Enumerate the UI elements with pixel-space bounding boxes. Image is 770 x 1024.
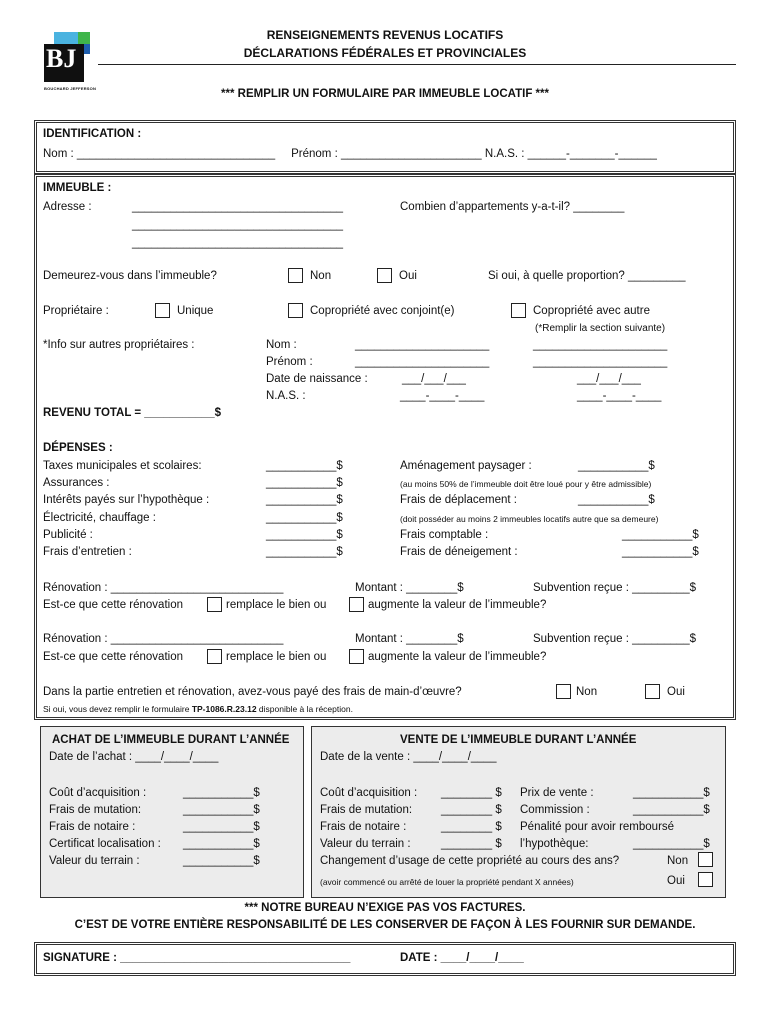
renovation-2-line[interactable]: Rénovation : ___________________________ [43,633,284,645]
notice-responsabilite: C’EST DE VOTRE ENTIÈRE RESPONSABILITÉ DE LES CONSERVER DE FAÇON À LES FOURNIR SUR DEMANDE. [74,919,696,931]
demeurez-non-label: Non [310,270,332,282]
vente-commission-label: Commission : [520,804,590,816]
changement-non-label: Non [667,855,689,867]
achat-mutation-label: Frais de mutation: [49,804,142,816]
achat-mutation-amount[interactable]: ___________$ [183,804,260,816]
amenagement-amount[interactable]: ___________$ [578,460,655,472]
info-autres-label: *Info sur autres propriétaires : [43,339,195,351]
autre-nom-label: Nom : [266,339,297,351]
autre2-prenom-line[interactable]: _____________________ [533,356,668,368]
demeurez-oui-checkbox[interactable] [377,268,392,283]
renovation-1-montant[interactable]: Montant : ________$ [355,582,464,594]
main-oeuvre-oui-label: Oui [667,686,685,698]
copro-autre-checkbox[interactable] [511,303,526,318]
achat-certificat-amount[interactable]: ___________$ [183,838,260,850]
form-title: RENSEIGNEMENTS REVENUS LOCATIFS [266,28,504,42]
deplacement-amount[interactable]: ___________$ [578,494,655,506]
formulaire-note-post: disponible à la réception. [256,704,353,714]
achat-terrain-amount[interactable]: ___________$ [183,855,260,867]
formulaire-code: TP-1086.R.23.12 [191,704,257,714]
dep-publicite-label: Publicité : [43,529,93,541]
achat-date[interactable]: Date de l’achat : ____/____/____ [49,751,219,763]
renovation-2-remplace-checkbox[interactable] [207,649,222,664]
formulaire-note [43,704,353,714]
dep-assurances-amount[interactable]: ___________$ [266,477,343,489]
vente-hypotheque-amount[interactable]: ___________$ [633,838,710,850]
signature-line[interactable]: SIGNATURE : ____________________________________ [43,952,351,964]
autre2-nas-line[interactable]: ____-____-____ [577,390,662,402]
changement-note: (avoir commencé ou arrêté de louer la propriété pendant X années) [320,877,574,887]
renovation-1-augmente-checkbox[interactable] [349,597,364,612]
amenagement-note: (au moins 50% de l’immeuble doit être loué pour y être admissible) [400,479,652,489]
achat-notaire-amount[interactable]: ___________$ [183,821,260,833]
achat-title: ACHAT DE L’IMMEUBLE DURANT L’ANNÉE [52,734,290,746]
demeurez-oui-label: Oui [399,270,417,282]
main-oeuvre-question: Dans la partie entretien et rénovation, avez-vous payé des frais de main-d’œuvre? [43,686,462,698]
autre1-date-line[interactable]: ___/___/___ [402,373,466,385]
form-subtitle: DÉCLARATIONS FÉDÉRALES ET PROVINCIALES [243,46,527,60]
dep-taxes-label: Taxes municipales et scolaires: [43,460,202,472]
renovation-2-augmente-checkbox[interactable] [349,649,364,664]
signature-date[interactable]: DATE : ____/____/____ [400,952,524,964]
unique-label: Unique [177,305,214,317]
appartements-question[interactable]: Combien d’appartements y-a-t-il? ________ [400,201,625,213]
changement-oui-label: Oui [667,875,685,887]
vente-notaire-label: Frais de notaire : [320,821,407,833]
depenses-title: DÉPENSES : [43,442,113,454]
vente-mutation-label: Frais de mutation: [320,804,413,816]
vente-terrain-amount[interactable]: ________ $ [441,838,502,850]
renovation-1-augmente-label: augmente la valeur de l’immeuble? [368,599,547,611]
comptable-label: Frais comptable : [400,529,489,541]
vente-prix-label: Prix de vente : [520,787,594,799]
dep-electricite-label: Électricité, chauffage : [43,512,156,524]
autre1-nom-line[interactable]: _____________________ [355,339,490,351]
vente-terrain-label: Valeur du terrain : [320,838,411,850]
deneigement-label: Frais de déneigement : [400,546,518,558]
adresse-line-3[interactable]: _________________________________ [132,237,344,249]
header-rule [98,64,736,65]
vente-penalite-label: Pénalité pour avoir remboursé [520,821,675,833]
main-oeuvre-non-checkbox[interactable] [556,684,571,699]
deplacement-note: (doit posséder au moins 2 immeubles locatifs autre que sa demeure) [400,514,659,524]
achat-cout-amount[interactable]: ___________$ [183,787,260,799]
vente-hypotheque-label: l’hypothèque: [520,838,589,850]
vente-cout-label: Coût d’acquisition : [320,787,418,799]
revenu-total[interactable]: REVENU TOTAL = ___________$ [43,407,222,419]
dep-taxes-amount[interactable]: ___________$ [266,460,343,472]
achat-certificat-label: Certificat localisation : [49,838,161,850]
dep-assurances-label: Assurances : [43,477,110,489]
demeurez-non-checkbox[interactable] [288,268,303,283]
vente-mutation-amount[interactable]: ________ $ [441,804,502,816]
demeurez-question: Demeurez-vous dans l’immeuble? [43,270,217,282]
vente-date[interactable]: Date de la vente : ____/____/____ [320,751,497,763]
vente-cout-amount[interactable]: ________ $ [441,787,502,799]
autre1-prenom-line[interactable]: _____________________ [355,356,490,368]
autre-prenom-label: Prénom : [266,356,313,368]
main-oeuvre-non-label: Non [576,686,598,698]
changement-non-checkbox[interactable] [698,852,713,867]
autre-nas-label: N.A.S. : [266,390,306,402]
autre1-nas-line[interactable]: ____-____-____ [400,390,485,402]
renovation-2-augmente-label: augmente la valeur de l’immeuble? [368,651,547,663]
dep-interets-amount[interactable]: ___________$ [266,494,343,506]
proportion-question[interactable]: Si oui, à quelle proportion? _________ [488,270,686,282]
adresse-line-1[interactable]: _________________________________ [132,201,344,213]
logo-subtitle: BOUCHARD JEFFERSON [44,86,97,91]
autre2-date-line[interactable]: ___/___/___ [577,373,641,385]
copro-conjoint-checkbox[interactable] [288,303,303,318]
vente-title: VENTE DE L’IMMEUBLE DURANT L’ANNÉE [400,734,637,746]
formulaire-note-pre: Si oui, vous devez remplir le formulaire [43,704,192,714]
achat-notaire-label: Frais de notaire : [49,821,136,833]
immeuble-title: IMMEUBLE : [43,182,112,194]
proprietaire-label: Propriétaire : [43,305,109,317]
comptable-amount[interactable]: ___________$ [622,529,699,541]
renovation-1-remplace-label: remplace le bien ou [226,599,327,611]
remplir-section-note: (*Remplir la section suivante) [535,323,666,334]
changement-usage-question: Changement d’usage de cette propriété au cours des ans? [320,855,620,867]
renovation-2-subvention[interactable]: Subvention reçue : _________$ [533,633,697,645]
identification-title: IDENTIFICATION : [43,128,142,140]
changement-oui-checkbox[interactable] [698,872,713,887]
renovation-1-question: Est-ce que cette rénovation [43,599,183,611]
dep-publicite-amount[interactable]: ___________$ [266,529,343,541]
dep-entretien-label: Frais d’entretien : [43,546,132,558]
renovation-2-montant[interactable]: Montant : ________$ [355,633,464,645]
dep-entretien-amount[interactable]: ___________$ [266,546,343,558]
vente-commission-amount[interactable]: ___________$ [633,804,710,816]
amenagement-label: Aménagement paysager : [400,460,532,472]
achat-terrain-label: Valeur du terrain : [49,855,140,867]
achat-cout-label: Coût d’acquisition : [49,787,147,799]
unique-checkbox[interactable] [155,303,170,318]
main-oeuvre-oui-checkbox[interactable] [645,684,660,699]
copro-conjoint-label: Copropriété avec conjoint(e) [310,305,455,317]
vente-prix-amount[interactable]: ___________$ [633,787,710,799]
renovation-1-line[interactable]: Rénovation : ___________________________ [43,582,284,594]
copro-autre-label: Copropriété avec autre [533,305,650,317]
renovation-2-question: Est-ce que cette rénovation [43,651,183,663]
deplacement-label: Frais de déplacement : [400,494,517,506]
logo-text: BJ [46,44,77,73]
renovation-1-subvention[interactable]: Subvention reçue : _________$ [533,582,697,594]
identification-line[interactable]: Nom : _______________________________ Prénom : ______________________ N.A.S. : ______-_______-______ [43,148,657,160]
renovation-1-remplace-checkbox[interactable] [207,597,222,612]
deneigement-amount[interactable]: ___________$ [622,546,699,558]
autre-naissance-label: Date de naissance : [266,373,368,385]
adresse-line-2[interactable]: _________________________________ [132,219,344,231]
autre2-nom-line[interactable]: _____________________ [533,339,668,351]
renovation-2-remplace-label: remplace le bien ou [226,651,327,663]
dep-electricite-amount[interactable]: ___________$ [266,512,343,524]
notice-factures: *** NOTRE BUREAU N’EXIGE PAS VOS FACTURES. [244,902,526,914]
form-instruction: *** REMPLIR UN FORMULAIRE PAR IMMEUBLE LOCATIF *** [221,88,549,100]
vente-notaire-amount[interactable]: ________ $ [441,821,502,833]
dep-interets-label: Intérêts payés sur l’hypothèque : [43,494,210,506]
adresse-label: Adresse : [43,201,92,213]
